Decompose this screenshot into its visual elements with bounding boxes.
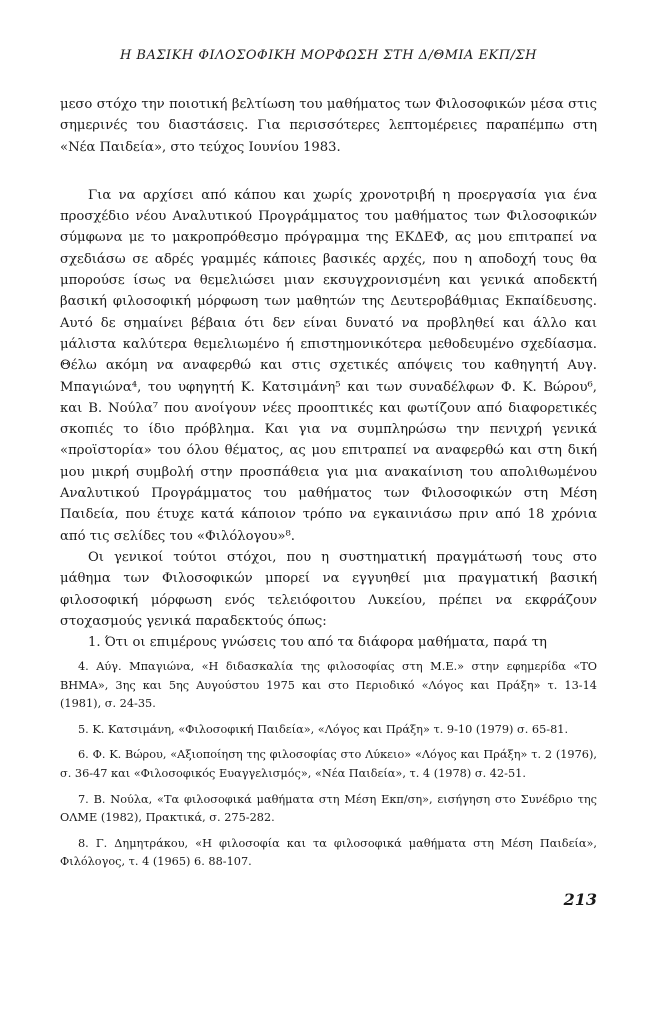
body-text <box>60 94 597 653</box>
footnotes <box>60 658 597 879</box>
footnote-6: 6. Φ. Κ. Βώρου, «Αξιοποίηση της φιλοσοφίας στο Λύκειο» «Λόγος και Πράξη» τ. 2 (1976), σ. 36-47 και «Φιλοσοφικός Ευαγγελισμός», «Νέα Παιδεία», τ. 4 (1978) σ. 42-51. <box>60 748 597 780</box>
footnote-4: 4. Αύγ. Μπαγιώνα, «Η διδασκαλία της φιλοσοφίας στη Μ.Ε.» στην εφημερίδα «ΤΟ ΒΗΜΑ», 3ης και 5ης Αυγούστου 1975 και στο Περιοδικό «Λόγος και Πράξη» τ. 13-14 (1981), σ. 24-35. <box>60 660 597 711</box>
paragraph-list-item: 1. Ότι οι επιμέρους γνώσεις του από τα διάφορα μαθήματα, παρά τη <box>88 635 547 651</box>
page-number: 213 <box>563 890 597 909</box>
running-head: Η ΒΑΣΙΚΗ ΦΙΛΟΣΟΦΙΚΗ ΜΟΡΦΩΣΗ ΣΤΗ Δ/ΘΜΙΑ ΕΚΠ/ΣΗ <box>119 48 538 63</box>
paragraph-continuation: μεσο στόχο την ποιοτική βελτίωση του μαθήματος των Φιλοσοφικών μέσα στις σημερινές του διαστάσεις. Για περισσότερες λεπτομέρειες παραπέμπω στη «Νέα Παιδεία», στο τεύχος Ιουνίου 1983. <box>60 97 597 155</box>
footnote-7: 7. Β. Νούλα, «Τα φιλοσοφικά μαθήματα στη Μέση Εκπ/ση», εισήγηση στο Συνέδριο της ΟΛΜΕ (1982), Πρακτικά, σ. 275-282. <box>60 792 597 825</box>
footnote-8: 8. Γ. Δημητράκου, «Η φιλοσοφία και τα φιλοσοφικά μαθήματα στη Μέση Παιδεία», Φιλόλογος, τ. 4 (1965) 6. 88-107. <box>60 836 597 869</box>
paragraph-goals: Οι γενικοί τούτοι στόχοι, που η συστηματική πραγμάτωσή τους στο μάθημα των Φιλοσοφικών μπορεί να εγγυηθεί μια πραγματική βασική φιλοσοφική μόρφωση ενός τελειόφοιτου Λυκείου, πρέπει να εκφράζουν στοχασμούς γενικά παραδεκτούς όπως: <box>60 549 597 629</box>
paragraph-main: Για να αρχίσει από κάπου και χωρίς χρονοτριβή η προεργασία για ένα προσχέδιο νέου Αναλυτικού Προγράμματος του μαθήματος των Φιλοσοφικών σύμφωνα με το μακροπρόθεσμο πρόγραμμα της ΕΚΔΕΦ, ας μου επιτραπεί να σχεδιάσω σε αδρές γραμμές κάποιες βασικές αρχές, που η αποδοχή τους θα μπορούσε ίσως να θεμελιώσει μιαν εκσυγχρονισμένη και γενικά αποδεκτή βασική φιλοσοφική μόρφωση των μαθητών της Δευτεροβάθμιας Εκπαίδευσης. Αυτό δε σημαίνει βέβαια ότι δεν είναι δυνατό να προβληθεί και άλλο και μάλιστα καλύτερα θεμελιωμένο ή επιστημονικότερα μεθοδευμένο σχεδίασμα. Θέλω ακόμη να αναφερθώ και στις σχετικές απόψεις του καθηγητή Αυγ. Μπαγιώνα⁴, του υφηγητή Κ. Κατσιμάνη⁵ και των συναδέλφων Φ. Κ. Βώρου⁶, και Β. Νούλα⁷ που ανοίγουν νέες προοπτικές και φωτίζουν από διαφορετικές σκοπιές το ίδιο πρόβλημα. Και για να συμπληρώσω την πενιχρή γενικά «προϊστορία» του όλου θέματος, ας μου επιτραπεί να αναφερθώ και στη δική μου μικρή συμβολή στην προσπάθεια για μια ανακαίνιση του απολιθωμένου Αναλυτικού Προγράμματος του μαθήματος των Φιλοσοφικών στη Μέση Παιδεία, που έτυχε κατά κάποιον τρόπο να εγκαινιάσω πριν από 18 χρόνια από τις σελίδες του «Φιλόλογου»⁸. <box>60 187 597 544</box>
footnote-5: 5. Κ. Κατσιμάνη, «Φιλοσοφική Παιδεία», «Λόγος και Πράξη» τ. 9-10 (1979) σ. 65-81. <box>78 722 569 736</box>
